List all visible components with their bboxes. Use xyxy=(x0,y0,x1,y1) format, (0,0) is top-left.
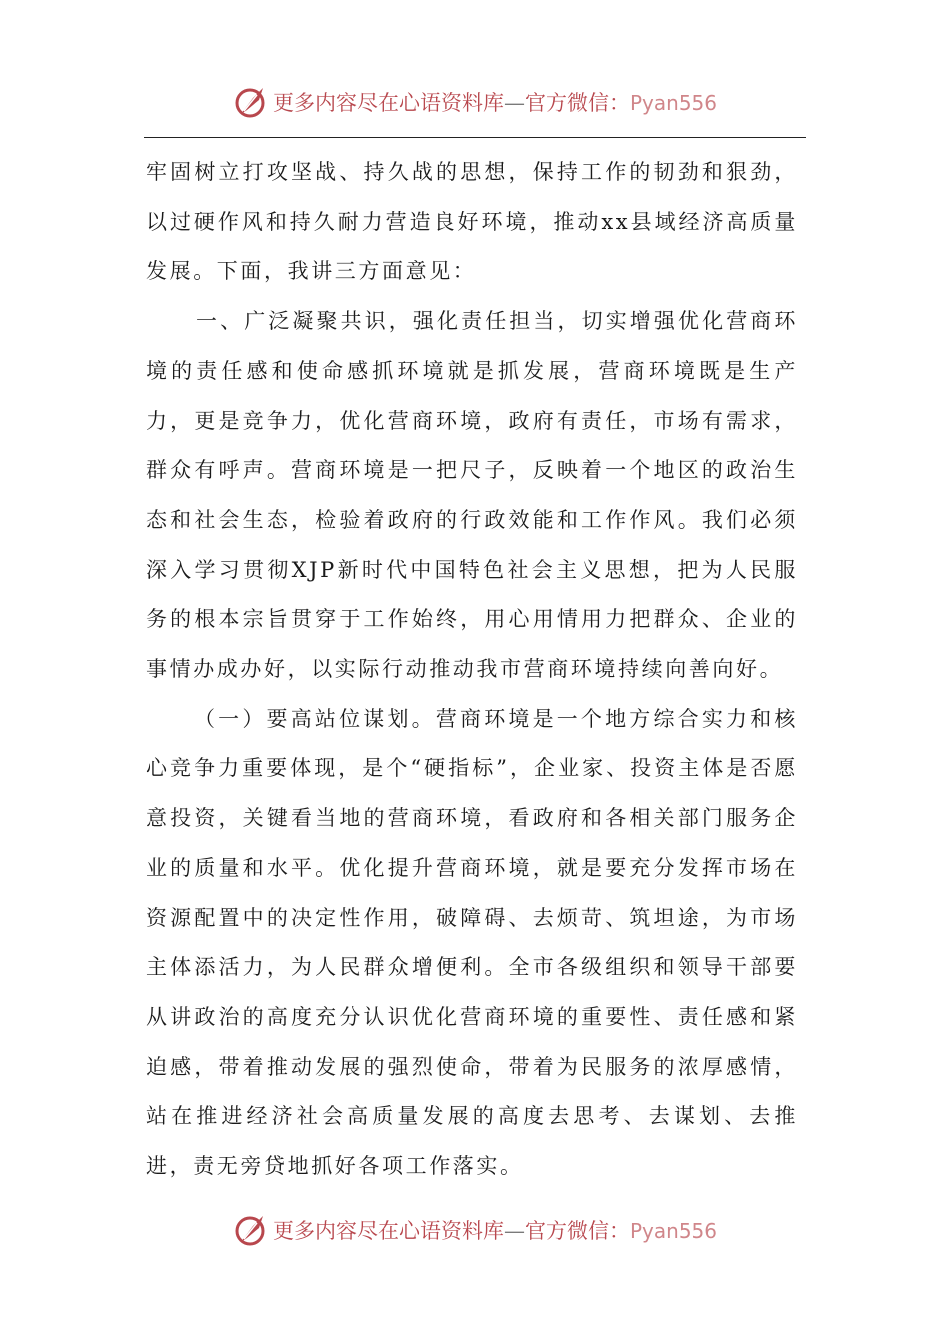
footer-banner xyxy=(0,1208,950,1252)
header-divider xyxy=(144,137,806,138)
wechat-id: Pyan556 xyxy=(629,91,717,115)
banner-text: 更多内容尽在心语资料库—官方微信：Pyan556 xyxy=(272,1219,717,1243)
header-banner xyxy=(0,80,950,124)
paragraph: （一）要高站位谋划。营商环境是一个地方综合实力和核心竞争力重要体现，是个“硬指标”，企业家、投资主体是否愿意投资，关键看当地的营商环境，看政府和各相关部门服务企业的质量和水平。优化提升营商环境，就是要充分发挥市场在资源配置中的决定性作用，破障碍、去烦苛、筑坦途，为市场主体添活力，为人民群众增便利。全市各级组织和领导干部要从讲政治的高度充分认识优化营商环境的重要性、责任感和紧迫感，带着推动发展的强烈使命，带着为民服务的浓厚感情，站在推进经济社会高质量发展的高度去思考、去谋划、去推进，责无旁贷地抓好各项工作落实。 xyxy=(146,706,798,1179)
wechat-id: Pyan556 xyxy=(629,1219,717,1243)
document-body xyxy=(146,148,798,1192)
quill-logo-icon xyxy=(233,1212,269,1248)
paragraph: 一、广泛凝聚共识，强化责任担当，切实增强优化营商环境的责任感和使命感抓环境就是抓发展，营商环境既是生产力，更是竞争力，优化营商环境，政府有责任，市场有需求，群众有呼声。营商环境是一把尺子，反映着一个地区的政治生态和社会生态，检验着政府的行政效能和工作作风。我们必须深入学习贯彻XJP新时代中国特色社会主义思想，把为人民服务的根本宗旨贯穿于工作始终，用心用情用力把群众、企业的事情办成办好，以实际行动推动我市营商环境持续向善向好。 xyxy=(146,309,798,682)
paragraph: 牢固树立打攻坚战、持久战的思想，保持工作的韧劲和狠劲，以过硬作风和持久耐力营造良好环境，推动xx县域经济高质量发展。下面，我讲三方面意见： xyxy=(146,160,798,284)
banner-text: 更多内容尽在心语资料库—官方微信：Pyan556 xyxy=(272,91,717,115)
quill-logo-icon xyxy=(233,84,269,120)
